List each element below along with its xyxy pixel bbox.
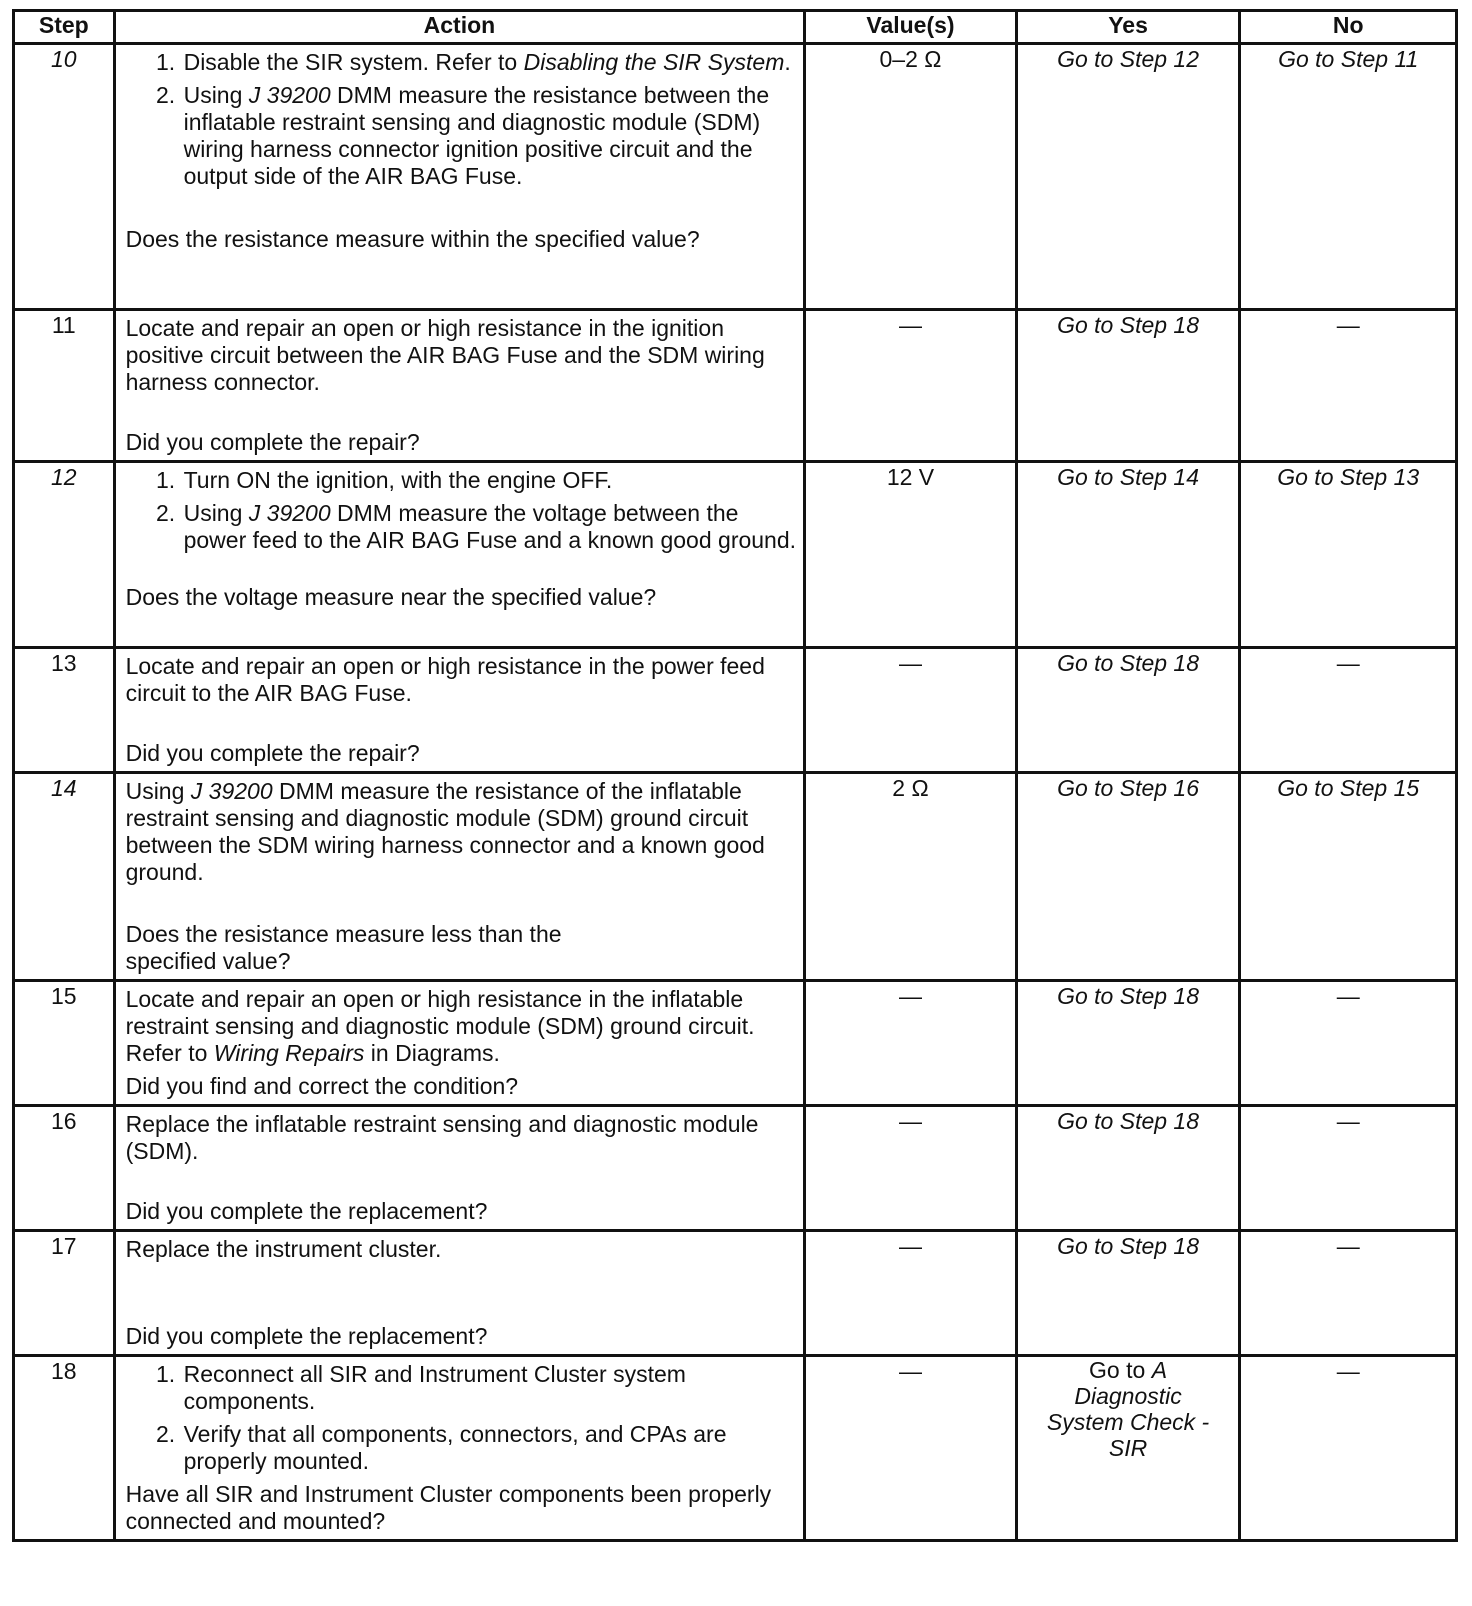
table-row <box>14 1106 1457 1231</box>
action-text: DMM measure the resistance between the inflatable restraint sensing and diagnostic module (SDM) wiring harness connector ignition positive circuit and the output side of the AIR BAG Fuse. <box>183 82 770 189</box>
action-text: DMM measure the voltage between the power feed to the AIR BAG Fuse and a known good ground. <box>183 500 797 553</box>
action-text: . <box>784 49 791 75</box>
action-cell <box>114 981 805 1106</box>
yes-text: Go to <box>1089 1357 1152 1383</box>
step-number: 12 <box>14 462 115 648</box>
table-row <box>14 310 1457 462</box>
tool-reference: J 39200 <box>190 778 273 804</box>
header-row <box>14 11 1457 44</box>
action-step: 1. Reconnect all SIR and Instrument Cluster system components. <box>182 1361 798 1415</box>
action-step: 1. Turn ON the ignition, with the engine OFF. <box>182 467 798 494</box>
tool-reference: J 39200 <box>248 500 331 526</box>
question-text: Does the voltage measure near the specified value? <box>125 584 657 610</box>
action-steps <box>126 1361 798 1475</box>
yes-cell: Go to Step 18 <box>1016 648 1240 773</box>
action-step <box>182 82 798 190</box>
action-text <box>126 986 798 1067</box>
header-yes: Yes <box>1016 11 1240 44</box>
header-no: No <box>1240 11 1457 44</box>
action-text: Locate and repair an open or high resistance in the power feed circuit to the AIR BAG Fuse. <box>125 653 765 706</box>
action-text: Using <box>183 500 249 526</box>
value-cell: — <box>805 310 1016 462</box>
value-cell: 2 Ω <box>805 773 1016 981</box>
value-cell: — <box>805 981 1016 1106</box>
action-steps <box>126 467 798 554</box>
yes-cell: Go to Step 12 <box>1016 44 1240 310</box>
question-text: Does the resistance measure within the specified value? <box>125 226 700 252</box>
step-number: 17 <box>14 1231 115 1356</box>
step-number: 10 <box>14 44 115 310</box>
no-cell: — <box>1240 648 1457 773</box>
action-cell <box>114 310 805 462</box>
action-steps <box>126 49 798 190</box>
yes-cell: Go to Step 18 <box>1016 1231 1240 1356</box>
no-cell: — <box>1240 1356 1457 1541</box>
yes-reference: A Diagnostic System Check - SIR <box>1046 1357 1210 1461</box>
action-text: Locate and repair an open or high resistance in the ignition positive circuit between the AIR BAG Fuse and the SDM wiring harness connector. <box>125 315 765 395</box>
value-cell: 0–2 Ω <box>805 44 1016 310</box>
action-cell <box>114 44 805 310</box>
question-text: Did you find and correct the condition? <box>125 1073 519 1099</box>
action-text: Using <box>183 82 249 108</box>
action-step <box>182 49 798 76</box>
question-text: Did you complete the replacement? <box>125 1198 488 1224</box>
step-number: 18 <box>14 1356 115 1541</box>
action-step: 2. Verify that all components, connectors, and CPAs are properly mounted. <box>182 1421 798 1475</box>
yes-cell: Go to Step 16 <box>1016 773 1240 981</box>
table-row <box>14 462 1457 648</box>
yes-cell: Go to Step 18 <box>1016 1106 1240 1231</box>
action-text: Replace the inflatable restraint sensing and diagnostic module (SDM). <box>125 1111 759 1164</box>
question-text: Does the resistance measure less than the specified value? <box>125 921 562 974</box>
question-text: Did you complete the repair? <box>125 429 420 455</box>
no-cell: Go to Step 15 <box>1240 773 1457 981</box>
action-text: DMM measure the resistance of the inflatable restraint sensing and diagnostic module (SDM) ground circuit between the SDM wiring harness connector and a known good ground. <box>125 778 765 885</box>
question-text: Have all SIR and Instrument Cluster components been properly connected and mounted? <box>125 1481 772 1534</box>
header-action: Action <box>114 11 805 44</box>
action-text <box>126 778 798 886</box>
step-number: 15 <box>14 981 115 1106</box>
no-cell: — <box>1240 310 1457 462</box>
value-cell: — <box>805 1231 1016 1356</box>
no-cell: Go to Step 13 <box>1240 462 1457 648</box>
question-text: Did you complete the replacement? <box>125 1323 488 1349</box>
yes-cell: Go to Step 14 <box>1016 462 1240 648</box>
value-cell: — <box>805 1106 1016 1231</box>
header-values: Value(s) <box>805 11 1016 44</box>
no-cell: — <box>1240 981 1457 1106</box>
action-text: in Diagrams. <box>364 1040 500 1066</box>
step-number: 16 <box>14 1106 115 1231</box>
yes-cell: Go to Step 18 <box>1016 981 1240 1106</box>
table-row <box>14 773 1457 981</box>
action-text: Disable the SIR system. Refer to <box>183 49 524 75</box>
no-cell: Go to Step 11 <box>1240 44 1457 310</box>
action-cell <box>114 462 805 648</box>
action-step <box>182 500 798 554</box>
reference-text: Wiring Repairs <box>213 1040 365 1066</box>
no-cell: — <box>1240 1106 1457 1231</box>
action-cell <box>114 1106 805 1231</box>
step-number: 11 <box>14 310 115 462</box>
action-text: Locate and repair an open or high resistance in the inflatable restraint sensing and diagnostic module (SDM) ground circuit. Refer to <box>125 986 755 1066</box>
table-row <box>14 1231 1457 1356</box>
step-number: 13 <box>14 648 115 773</box>
action-text: Replace the instrument cluster. <box>125 1236 442 1262</box>
action-cell <box>114 1356 805 1541</box>
table-row <box>14 648 1457 773</box>
yes-cell: Go to Step 18 <box>1016 310 1240 462</box>
action-cell <box>114 1231 805 1356</box>
value-cell: — <box>805 648 1016 773</box>
reference-text: Disabling the SIR System <box>523 49 785 75</box>
action-cell <box>114 773 805 981</box>
action-text: Using <box>125 778 191 804</box>
yes-cell <box>1016 1356 1240 1541</box>
table-row <box>14 1356 1457 1541</box>
table-row <box>14 44 1457 310</box>
value-cell: 12 V <box>805 462 1016 648</box>
step-number: 14 <box>14 773 115 981</box>
action-cell <box>114 648 805 773</box>
question-text: Did you complete the repair? <box>125 740 420 766</box>
diagnostic-table <box>12 9 1458 1542</box>
tool-reference: J 39200 <box>248 82 331 108</box>
header-step: Step <box>14 11 115 44</box>
value-cell: — <box>805 1356 1016 1541</box>
table-row <box>14 981 1457 1106</box>
no-cell: — <box>1240 1231 1457 1356</box>
